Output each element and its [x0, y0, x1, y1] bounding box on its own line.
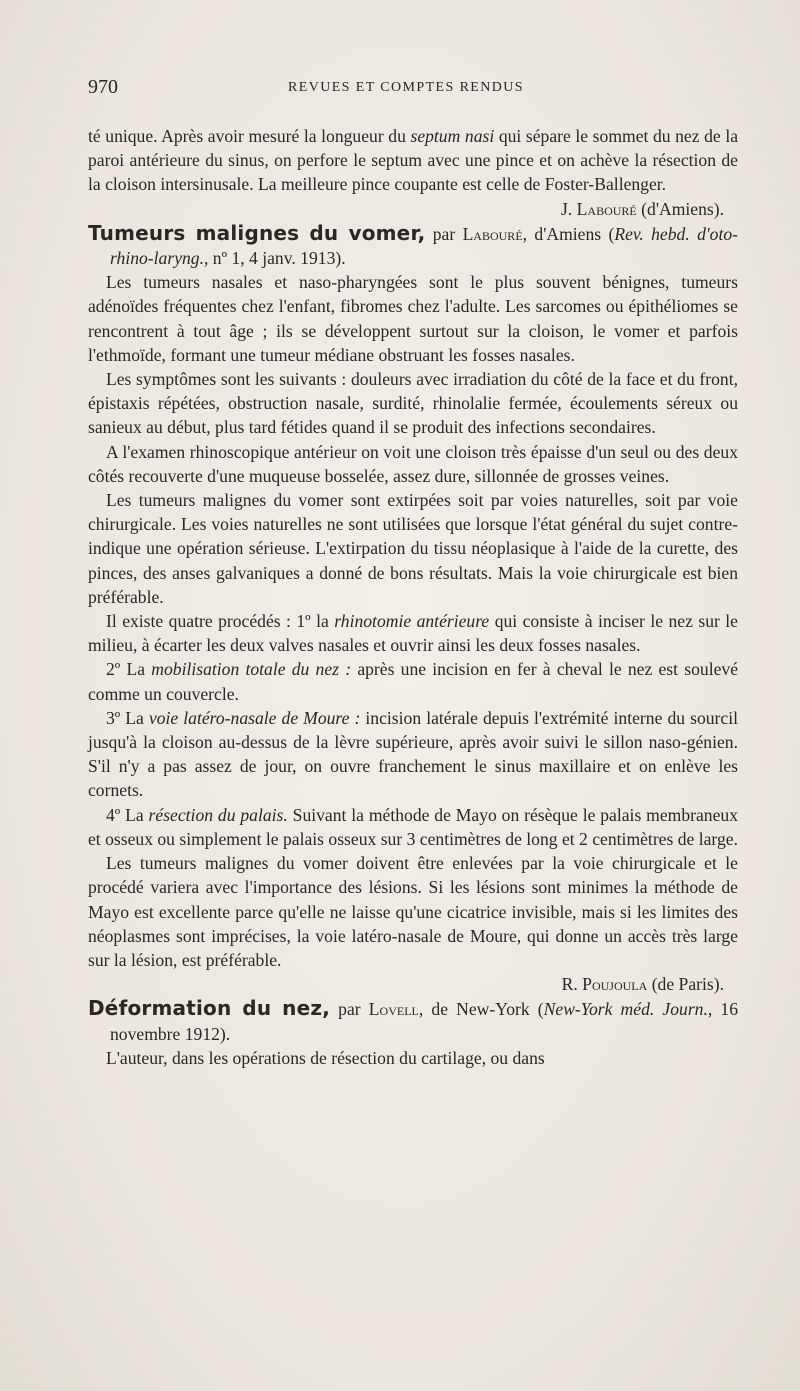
term-septum-nasi: septum nasi: [410, 126, 495, 146]
paragraph: L'auteur, dans les opérations de résection du cartilage, ou dans: [106, 1047, 545, 1068]
page-header: [88, 76, 738, 102]
paragraph-procedure-4: 4º La résection du palais. Suivant la méthode de Mayo on résèque le palais membraneux et osseux ou simplement le palais osseux sur 3 centimètres de long et 2 centimètres de large.: [88, 804, 739, 849]
article-body: [88, 124, 738, 1070]
article-author: Labouré: [462, 223, 523, 244]
article-title: Déformation du nez,: [88, 996, 331, 1021]
signature-laboure: J. Labouré (d'Amiens).: [561, 198, 724, 219]
article-heading-deformation: Déformation du nez, par Lovell, de New-York (New-York méd. Journ., 16 novembre 1912).: [88, 996, 738, 1044]
paragraph: A l'examen rhinoscopique antérieur on voit une cloison très épaisse d'un seul ou des deux côtés recouverte d'une muqueuse bosselée, assez dure, sillonnée de grosses veines.: [88, 441, 738, 486]
paragraph-continued: té unique. Après avoir mesuré la longueur du septum nasi qui sépare le sommet du nez de la paroi antérieure du sinus, on perfore le septum avec une pince et on achève la résection de la cloison intersinusale. La meilleure pince coupante est celle de Foster-Ballenger.: [88, 126, 739, 195]
paragraph-procedure-3: 3º La voie latéro-nasale de Moure : incision latérale depuis l'extrémité interne du sourcil jusqu'à la cloison au-dessus de la lèvre supérieure, après avoir suivi le sillon naso-génien. S'il n'y a pas assez de jour, on ouvre franchement le sinus maxillaire et on enlève les cornets.: [88, 707, 738, 801]
page-number: 970: [88, 76, 118, 98]
signature-name: R. Poujoula: [561, 974, 648, 995]
signature-poujoula: R. Poujoula (de Paris).: [561, 974, 724, 995]
paragraph: Les tumeurs nasales et naso-pharyngées sont le plus souvent bénignes, tumeurs adénoïdes fréquentes chez l'enfant, fibromes chez l'adulte. Les sarcomes ou épithéliomes se rencontrent à tout âge ; ils se développent surtout sur la cloison, le vomer et parfois l'ethmoïde, formant une tumeur médiane obstruant les fosses nasales.: [88, 272, 738, 365]
article-author: Lovell: [368, 999, 419, 1020]
article-heading-tumeurs: Tumeurs malignes du vomer, par Labouré, d'Amiens (Rev. hebd. d'oto-rhino-laryng., nº 1, 4 janv. 1913).: [88, 220, 738, 269]
journal-name: New-York méd. Journ.: [543, 999, 708, 1020]
paragraph: Les symptômes sont les suivants : douleurs avec irradiation du côté de la face et du front, épistaxis répétées, obstruction nasale, surdité, rhinolalie fermée, écoulements séreux ou sanieux au début, plus tard fétides quand il se produit des infections secondaires.: [88, 369, 738, 438]
journal-name: Rev. hebd. d'oto-rhino-laryng.: [110, 223, 738, 269]
paragraph: Les tumeurs malignes du vomer sont extirpées soit par voies naturelles, soit par voie chirurgicale. Les voies naturelles ne sont utilisées que lorsque l'état général du sujet contre-indique une opération sérieuse. L'extirpation du tissu néoplasique à l'aide de la curette, des pinces, des anses galvaniques a donné de bons résultats. Mais la voie chirurgicale est bien préférable.: [88, 490, 738, 607]
article-title: Tumeurs malignes du vomer,: [88, 220, 426, 245]
running-head: REVUES ET COMPTES RENDUS: [288, 80, 524, 95]
paragraph-conclusion: Les tumeurs malignes du vomer doivent être enlevées par la voie chirurgicale et le procédé variera avec l'importance des lésions. Si les lésions sont minimes la méthode de Mayo est excellente parce qu'elle ne laisse qu'une cicatrice invisible, mais si les limites des néoplasmes sont imprécises, la voie latéro-nasale de Moure, qui donne un accès très large sur la lésion, est préférable.: [88, 853, 738, 970]
signature-name: J. Labouré: [561, 198, 637, 219]
paragraph-procedure-1: Il existe quatre procédés : 1º la rhinotomie antérieure qui consiste à inciser le nez sur le milieu, à écarter les deux valves nasales et ouvrir ainsi les deux fosses nasales.: [88, 611, 738, 656]
paragraph-procedure-2: 2º La mobilisation totale du nez : après une incision en fer à cheval le nez est soulevé comme un couvercle.: [88, 659, 739, 704]
